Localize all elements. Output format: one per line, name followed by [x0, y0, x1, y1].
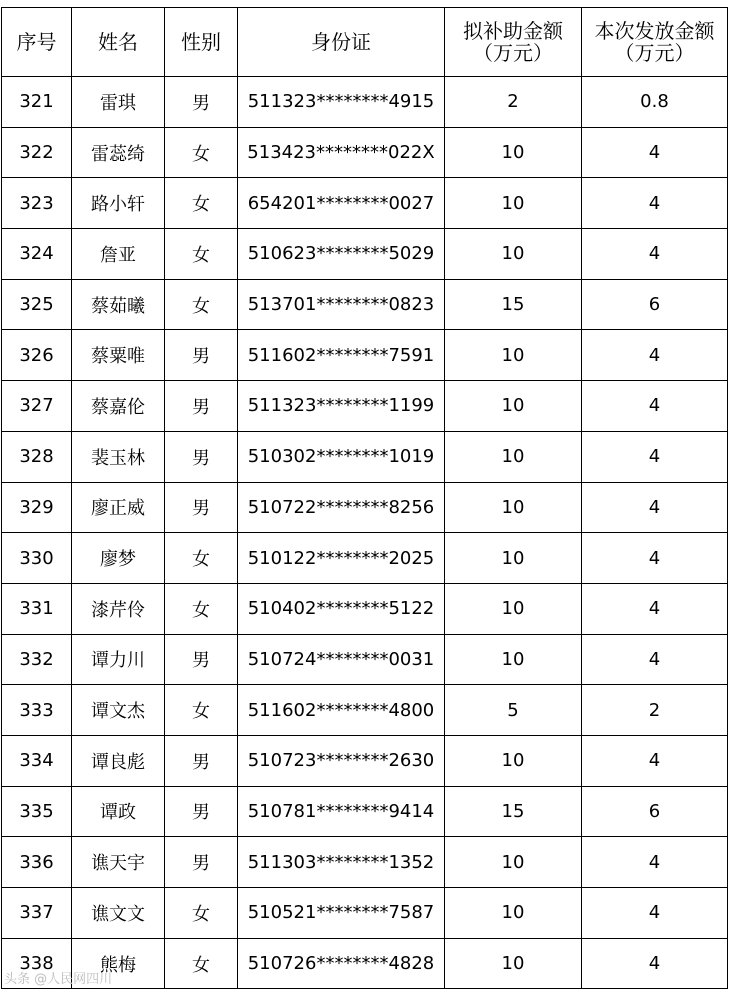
- cell-seq: 326: [2, 330, 72, 381]
- table-row: [2, 127, 728, 178]
- cell-planned: 10: [445, 381, 582, 432]
- cell-name: 裴玉林: [72, 431, 165, 482]
- cell-name: 谭良彪: [72, 735, 165, 786]
- cell-id: 511323********4915: [238, 77, 445, 128]
- cell-id: 510723********2630: [238, 735, 445, 786]
- cell-issued: 6: [582, 279, 728, 330]
- cell-name: 廖梦: [72, 533, 165, 584]
- cell-planned: 2: [445, 77, 582, 128]
- table-body: [2, 77, 728, 989]
- cell-gender: 女: [165, 888, 238, 939]
- cell-planned: 10: [445, 178, 582, 229]
- cell-issued: 4: [582, 381, 728, 432]
- cell-gender: 女: [165, 938, 238, 989]
- cell-id: 510122********2025: [238, 533, 445, 584]
- cell-planned: 15: [445, 279, 582, 330]
- cell-issued: 4: [582, 431, 728, 482]
- cell-gender: 女: [165, 583, 238, 634]
- cell-issued: 6: [582, 786, 728, 837]
- header-planned-amount: [445, 8, 582, 77]
- cell-issued: 4: [582, 178, 728, 229]
- cell-issued: 0.8: [582, 77, 728, 128]
- cell-name: 谯天宇: [72, 837, 165, 888]
- cell-name: 詹亚: [72, 229, 165, 280]
- watermark: 头条 @人民网四川: [4, 972, 113, 987]
- cell-name: 熊梅: [72, 938, 165, 989]
- cell-planned: 10: [445, 634, 582, 685]
- table-row: [2, 786, 728, 837]
- cell-seq: 332: [2, 634, 72, 685]
- cell-gender: 男: [165, 381, 238, 432]
- cell-seq: 331: [2, 583, 72, 634]
- table-row: [2, 381, 728, 432]
- cell-seq: 323: [2, 178, 72, 229]
- cell-gender: 男: [165, 77, 238, 128]
- cell-planned: 10: [445, 837, 582, 888]
- cell-id: 511602********7591: [238, 330, 445, 381]
- cell-id: 510781********9414: [238, 786, 445, 837]
- cell-id: 510521********7587: [238, 888, 445, 939]
- cell-name: 路小轩: [72, 178, 165, 229]
- cell-seq: 327: [2, 381, 72, 432]
- cell-seq: 336: [2, 837, 72, 888]
- cell-seq: 329: [2, 482, 72, 533]
- cell-id: 511323********1199: [238, 381, 445, 432]
- cell-name: 漆芹伶: [72, 583, 165, 634]
- cell-name: 谭文杰: [72, 685, 165, 736]
- cell-gender: 女: [165, 127, 238, 178]
- cell-seq: 321: [2, 77, 72, 128]
- cell-gender: 男: [165, 837, 238, 888]
- cell-name: 谭政: [72, 786, 165, 837]
- cell-issued: 4: [582, 735, 728, 786]
- cell-issued: 4: [582, 938, 728, 989]
- table-row: [2, 482, 728, 533]
- cell-gender: 男: [165, 431, 238, 482]
- cell-seq: 324: [2, 229, 72, 280]
- cell-issued: 4: [582, 127, 728, 178]
- table-row: [2, 533, 728, 584]
- table-row: [2, 229, 728, 280]
- cell-name: 蔡嘉伦: [72, 381, 165, 432]
- cell-gender: 女: [165, 533, 238, 584]
- cell-id: 510726********4828: [238, 938, 445, 989]
- cell-planned: 10: [445, 533, 582, 584]
- cell-id: 510722********8256: [238, 482, 445, 533]
- header-planned-line1: 拟补助金额: [463, 19, 563, 43]
- cell-name: 谭力川: [72, 634, 165, 685]
- cell-name: 蔡粟唯: [72, 330, 165, 381]
- cell-id: 511303********1352: [238, 837, 445, 888]
- cell-planned: 10: [445, 431, 582, 482]
- cell-gender: 男: [165, 735, 238, 786]
- header-issued-amount: [582, 8, 728, 77]
- header-seq: 序号: [2, 8, 72, 77]
- cell-issued: 4: [582, 888, 728, 939]
- cell-planned: 10: [445, 938, 582, 989]
- cell-id: 510302********1019: [238, 431, 445, 482]
- table-row: [2, 685, 728, 736]
- cell-seq: 322: [2, 127, 72, 178]
- cell-gender: 女: [165, 229, 238, 280]
- cell-gender: 男: [165, 786, 238, 837]
- cell-issued: 4: [582, 330, 728, 381]
- cell-planned: 10: [445, 735, 582, 786]
- cell-seq: 337: [2, 888, 72, 939]
- table-row: [2, 837, 728, 888]
- cell-id: 510623********5029: [238, 229, 445, 280]
- cell-name: 雷琪: [72, 77, 165, 128]
- cell-gender: 女: [165, 178, 238, 229]
- cell-gender: 女: [165, 685, 238, 736]
- cell-issued: 4: [582, 837, 728, 888]
- cell-id: 511602********4800: [238, 685, 445, 736]
- header-issued-line1: 本次发放金额: [594, 19, 715, 43]
- table-row: [2, 634, 728, 685]
- subsidy-table: [1, 7, 728, 989]
- cell-issued: 4: [582, 482, 728, 533]
- cell-seq: 335: [2, 786, 72, 837]
- cell-planned: 15: [445, 786, 582, 837]
- cell-issued: 4: [582, 229, 728, 280]
- cell-planned: 5: [445, 685, 582, 736]
- table-row: [2, 178, 728, 229]
- header-id: 身份证: [238, 8, 445, 77]
- cell-seq: 330: [2, 533, 72, 584]
- cell-planned: 10: [445, 330, 582, 381]
- cell-seq: 333: [2, 685, 72, 736]
- cell-gender: 女: [165, 279, 238, 330]
- cell-planned: 10: [445, 229, 582, 280]
- cell-id: 513423********022X: [238, 127, 445, 178]
- cell-planned: 10: [445, 583, 582, 634]
- cell-id: 510402********5122: [238, 583, 445, 634]
- cell-seq: 328: [2, 431, 72, 482]
- cell-planned: 10: [445, 482, 582, 533]
- table-row: [2, 735, 728, 786]
- cell-issued: 2: [582, 685, 728, 736]
- cell-name: 雷蕊绮: [72, 127, 165, 178]
- cell-issued: 4: [582, 583, 728, 634]
- cell-planned: 10: [445, 888, 582, 939]
- table-row: [2, 77, 728, 128]
- header-issued-line2: （万元）: [614, 41, 695, 65]
- cell-issued: 4: [582, 533, 728, 584]
- cell-issued: 4: [582, 634, 728, 685]
- cell-id: 513701********0823: [238, 279, 445, 330]
- cell-id: 654201********0027: [238, 178, 445, 229]
- cell-gender: 男: [165, 634, 238, 685]
- table-row: [2, 279, 728, 330]
- cell-gender: 男: [165, 482, 238, 533]
- table-header-row: [2, 8, 728, 77]
- cell-name: 蔡茹曦: [72, 279, 165, 330]
- cell-seq: 338: [2, 938, 72, 989]
- cell-name: 廖正威: [72, 482, 165, 533]
- cell-planned: 10: [445, 127, 582, 178]
- header-planned-line2: （万元）: [473, 41, 553, 65]
- cell-name: 谯文文: [72, 888, 165, 939]
- header-gender: 性别: [165, 8, 238, 77]
- cell-id: 510724********0031: [238, 634, 445, 685]
- cell-seq: 325: [2, 279, 72, 330]
- table-row: [2, 431, 728, 482]
- cell-seq: 334: [2, 735, 72, 786]
- table-row: [2, 330, 728, 381]
- table-row: [2, 888, 728, 939]
- table-row: [2, 583, 728, 634]
- header-name: 姓名: [72, 8, 165, 77]
- cell-gender: 男: [165, 330, 238, 381]
